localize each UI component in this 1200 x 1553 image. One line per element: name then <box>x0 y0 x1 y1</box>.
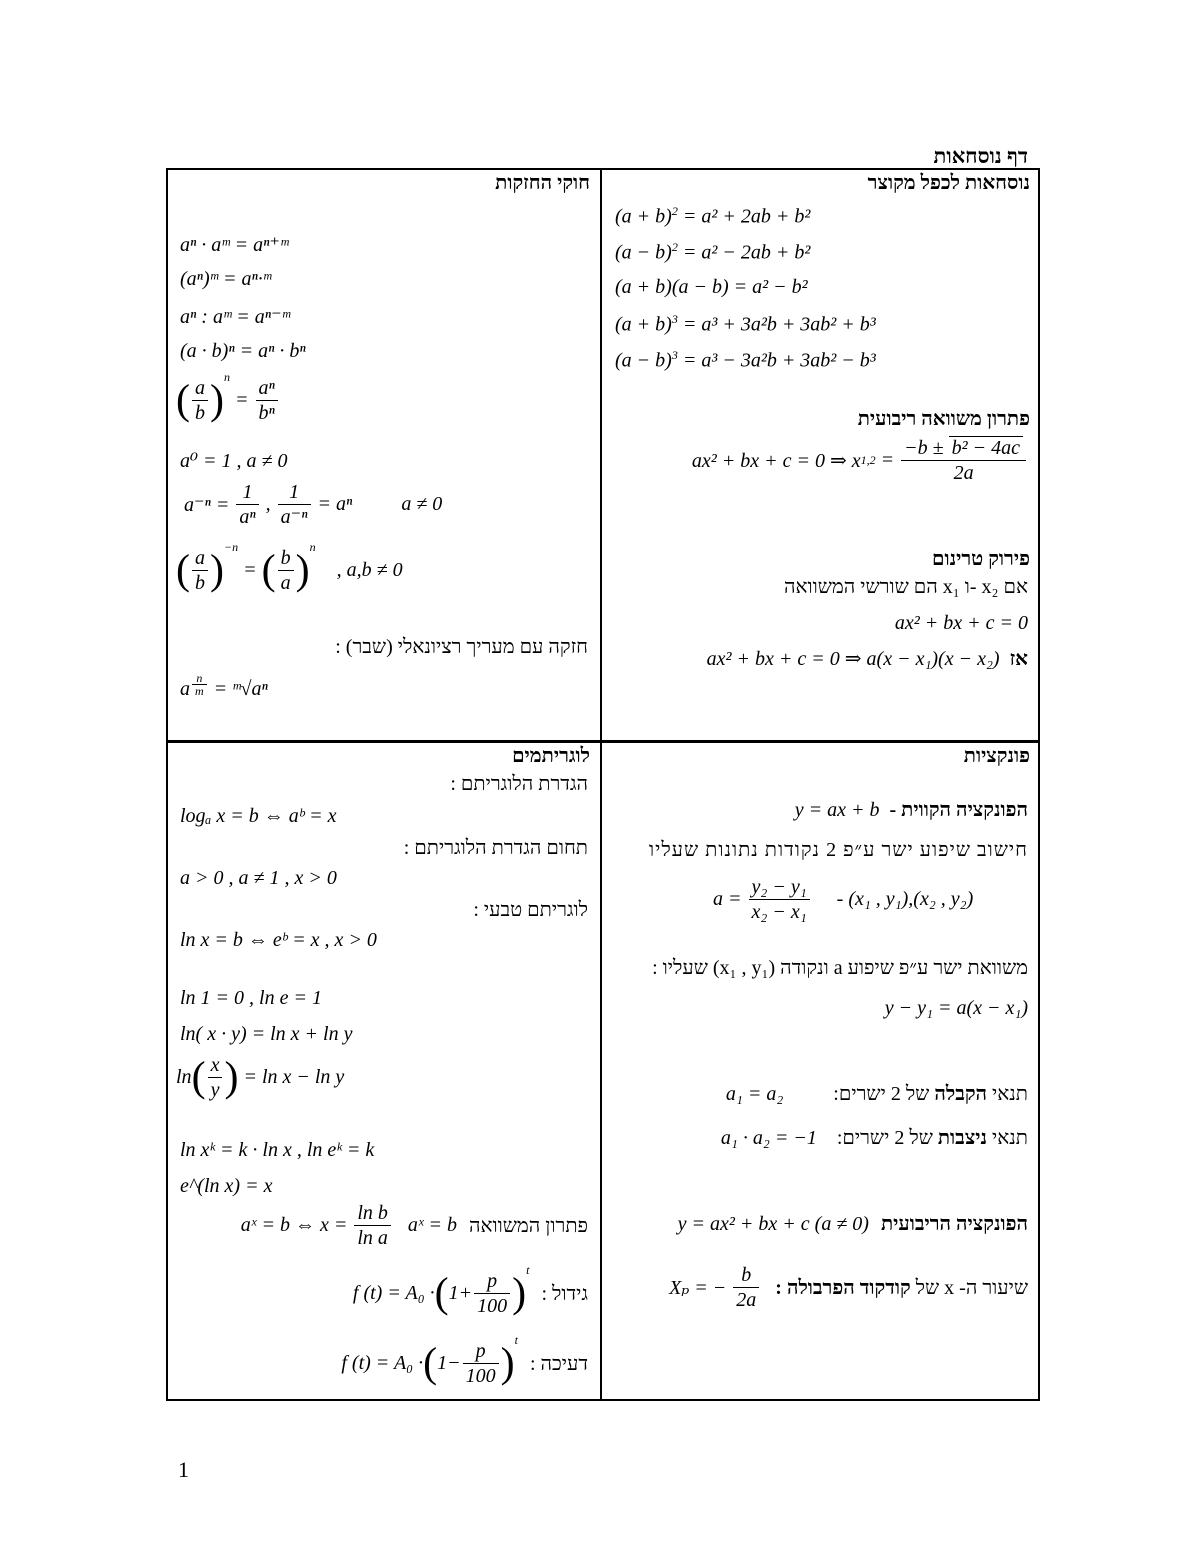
short-mult-formula-4: $(a + b)^3 = a^3 + 3a^2b + 3ab^2 + b^3$ <box>615 312 876 336</box>
exponential-equation-solution: פתרון המשוואה aˣ = b ⇔ x = $\frac{\text{ln b}}{\text{ln a}}$ aˣ = b <box>240 1202 588 1249</box>
power-laws-heading: חוקי החזקות <box>495 172 590 194</box>
parallel-condition: תנאי הקבלה של 2 ישרים: a₁ = a₂ <box>725 1083 1028 1105</box>
power-rule-1: aⁿ · aᵐ = aⁿ⁺ᵐ <box>180 234 289 256</box>
line-equation: y − y₁ = a(x − x₁) <box>884 997 1028 1019</box>
page-number: 1 <box>178 1457 189 1482</box>
quadratic-function-line: הפונקציה הריבועית y = ax² + bx + c (a ≠ 0) <box>677 1213 1028 1235</box>
quadratic-formula: ax² + bx + c = 0 ⇒ x1,2 = $\frac{\text{−b ± b² − 4ac}}{2a}$ <box>692 436 1028 485</box>
natural-log-text: לוגריתם טבעי : <box>473 899 588 921</box>
log-rule-3: ln( $\frac{x}{y}$ ) = ln x − ln y <box>176 1054 345 1101</box>
power-rule-2: (aⁿ)ᵐ = aⁿ·ᵐ <box>180 268 272 290</box>
log-rule-4: ln xᵏ = k · ln x , ln eᵏ = k <box>180 1139 375 1161</box>
power-rule-3: aⁿ : aᵐ = aⁿ⁻ᵐ <box>180 306 290 328</box>
log-domain-text: תחום הגדרת הלוגריתם : <box>403 837 588 859</box>
log-rule-1: ln 1 = 0 , ln e = 1 <box>180 987 322 1009</box>
trinomial-heading: פירוק טרינום <box>931 548 1030 570</box>
power-rule-5: ( $\frac{a}{b}$ )$^n$ = $\frac{\text{aⁿ}}{\text{bⁿ}}$ <box>176 370 280 425</box>
vertical-divider <box>600 170 602 1399</box>
slope-formula: a = $\frac{\text{y₂ − y₁}}{\text{x₂ − x₁}}$ - (x₁ , y₁),(x₂ , y₂) <box>713 876 974 923</box>
quadratic-heading: פתרון משוואה ריבועית <box>857 408 1030 430</box>
logarithms-heading: לוגריתמים <box>512 745 590 767</box>
trinomial-line-2: ax² + bx + c = 0 <box>894 612 1028 634</box>
slope-text: חישוב שיפוע ישר ע״פ 2 נקודות נתונות שעליו <box>648 839 1028 861</box>
trinomial-line-3: אז ax² + bx + c = 0 ⇒ a(x − x₁)(x − x₂) <box>706 648 1028 670</box>
formula-sheet-table <box>166 168 1040 1401</box>
short-mult-formula-3: (a + b)(a − b) = a² − b² <box>615 276 808 298</box>
short-multiplication-cell <box>603 170 1040 740</box>
decay-formula: דעיכה : f (t) = A₀ ·(1− $\frac{p}{100}$ )$^t$ <box>341 1333 588 1387</box>
functions-heading: פונקציות <box>963 745 1030 767</box>
vertex-line: שיעור ה- x של קודקוד הפרבולה : Xₚ = − $\frac{b}{2a}$ <box>669 1264 1028 1311</box>
growth-formula: גידול : f (t) = A₀ ·(1+ $\frac{p}{100}$ )$^t$ <box>352 1263 588 1317</box>
rational-exponent-rule: a $^{\frac{n}{m}}$ = ᵐ√aⁿ <box>180 671 268 700</box>
perpendicular-condition: תנאי ניצבות של 2 ישרים: a₁ · a₂ = −1 <box>720 1127 1028 1149</box>
log-rule-5: e^(ln x) = x <box>180 1175 273 1197</box>
logarithms-cell <box>168 743 600 1401</box>
short-mult-formula-5: $(a - b)^3 = a^3 - 3a^2b + 3ab^2 - b^3$ <box>615 348 876 372</box>
log-domain: a > 0 , a ≠ 1 , x > 0 <box>180 867 337 889</box>
power-rule-7: a⁻ⁿ = $\frac{1}{\text{aⁿ}}$ , $\frac{1}{\text{a⁻ⁿ}}$ = aⁿ a ≠ 0 <box>184 481 443 528</box>
short-mult-heading: נוסחאות לכפל מקוצר <box>867 172 1030 194</box>
power-rule-4: (a · b)ⁿ = aⁿ · bⁿ <box>180 340 306 362</box>
log-definition-text: הגדרת הלוגריתם : <box>450 773 588 795</box>
rational-exponent-text: חזקה עם מעריך רציונאלי (שבר) : <box>335 636 588 658</box>
power-rule-6: a⁰ = 1 , a ≠ 0 <box>180 450 288 472</box>
linear-function-line: הפונקציה הקווית - y = ax + b <box>794 799 1028 821</box>
log-definition: logₐ x = b ⇔ aᵇ = x <box>180 805 337 827</box>
line-equation-text: משוואת ישר ע״פ שיפוע a ונקודה (x₁ , y₁) שעליו : <box>652 957 1028 979</box>
natural-log-definition: ln x = b ⇔ eᵇ = x , x > 0 <box>180 929 377 951</box>
short-mult-formula-1: $(a + b)^2 = a^2 + 2ab + b^2$ <box>615 204 811 228</box>
page-title: דף נוסחאות <box>933 144 1028 168</box>
trinomial-line-1: אם x₂ -ו x₁ הם שורשי המשוואה <box>784 576 1028 598</box>
short-mult-formula-2: $(a - b)^2 = a^2 - 2ab + b^2$ <box>615 240 811 264</box>
power-laws-cell <box>168 170 600 740</box>
power-rule-8: ( $\frac{a}{b}$ )$^{-n}$ = ( $\frac{b}{a}$ )$^n$ , a,b ≠ 0 <box>176 540 403 594</box>
functions-cell <box>603 743 1040 1401</box>
log-rule-2: ln( x · y) = ln x + ln y <box>180 1023 353 1045</box>
